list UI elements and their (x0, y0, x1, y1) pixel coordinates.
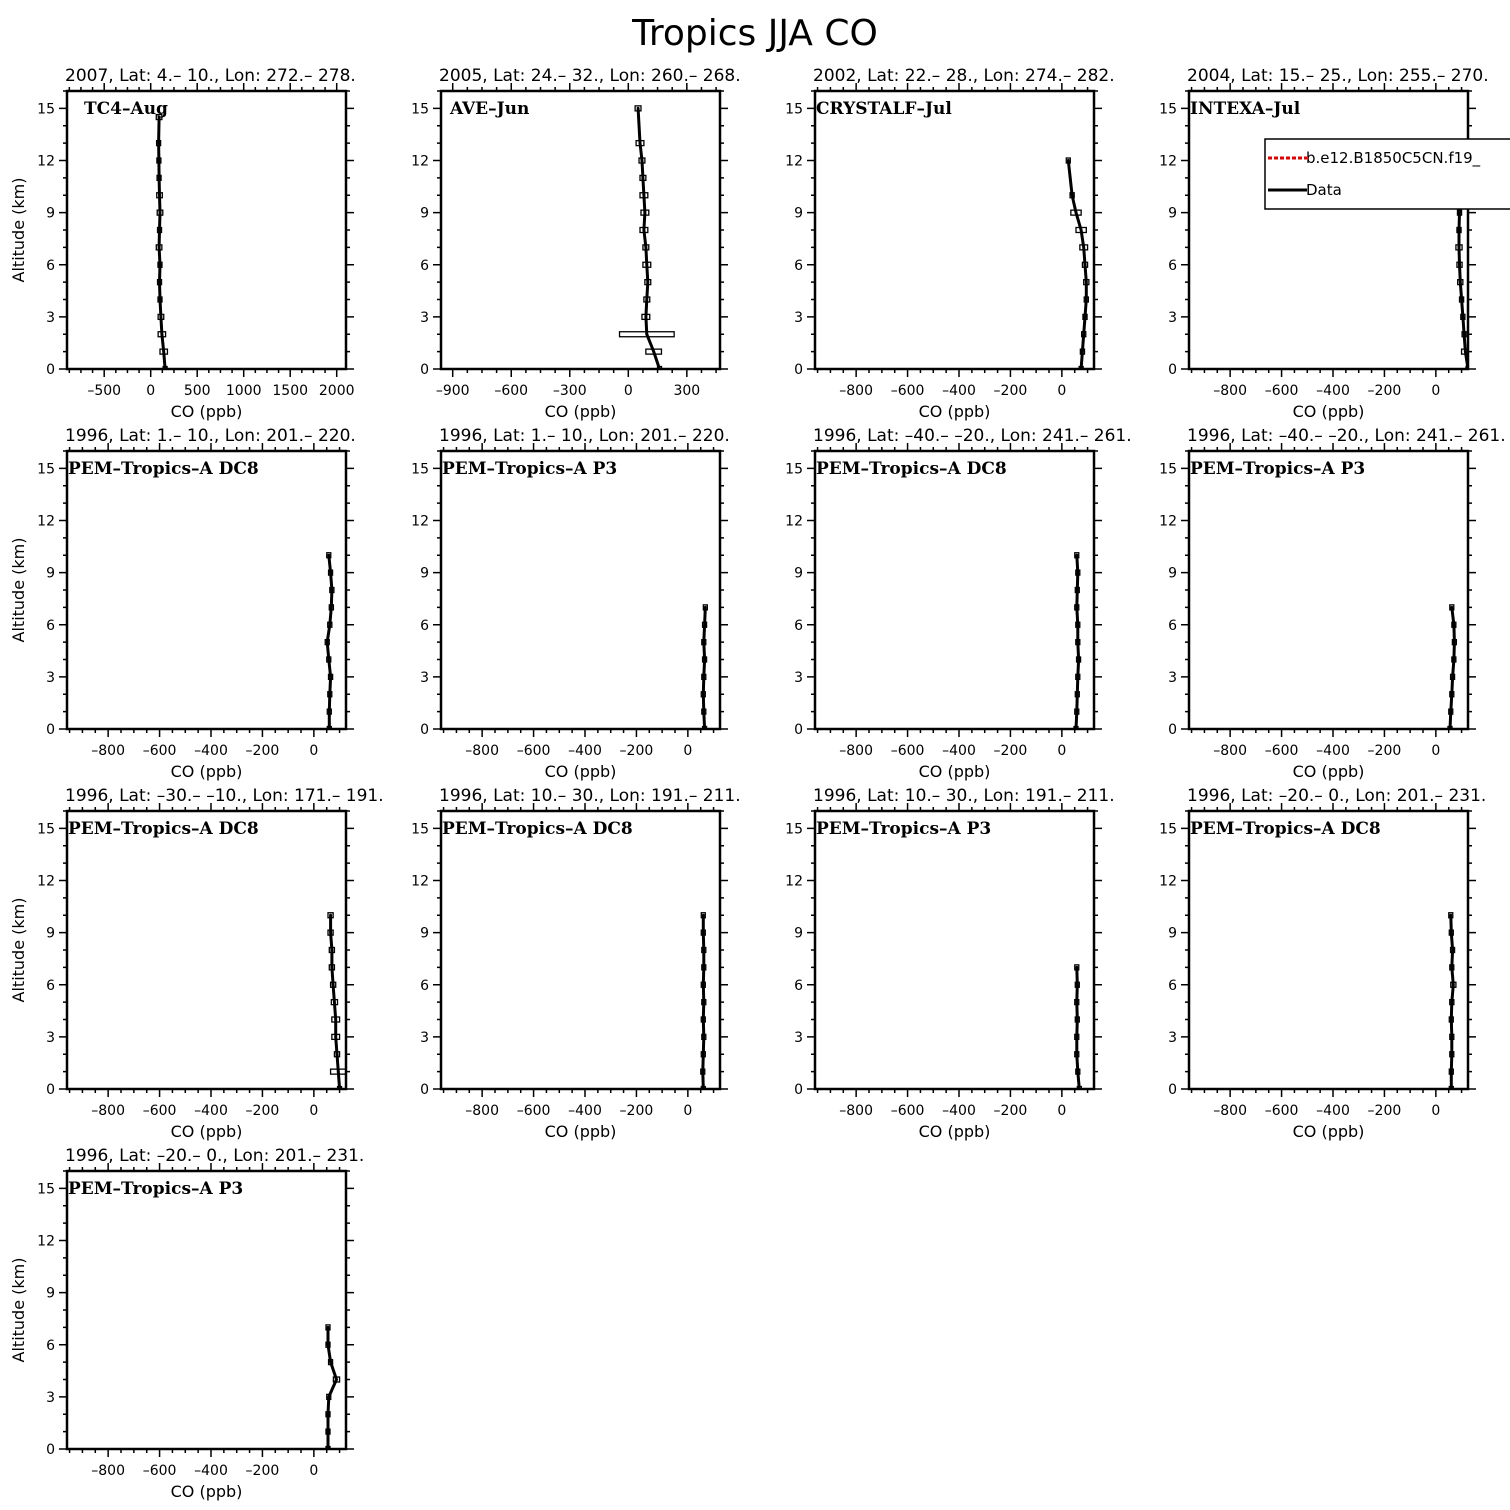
y-axis-label: Altitude (km) (9, 537, 28, 643)
x-tick-label: –300 (552, 383, 587, 399)
y-tick-label: 6 (46, 617, 55, 634)
x-axis-label: CO (ppb) (918, 402, 991, 421)
y-tick-label: 0 (1168, 722, 1177, 738)
x-tick-label: –400 (1316, 1103, 1350, 1119)
x-tick-label: –800 (91, 1103, 126, 1119)
legend-entry-label: b.e12.B1850C5CN.f19_ (1306, 149, 1481, 167)
x-tick-label: 0 (1431, 383, 1441, 399)
campaign-label: TC4–Aug (84, 99, 168, 119)
x-tick-label: –200 (245, 743, 280, 759)
y-tick-label: 12 (1159, 153, 1177, 170)
x-tick-label: –600 (1264, 743, 1299, 759)
x-tick-label: –200 (619, 1103, 654, 1119)
chart-panel (9, 66, 356, 421)
y-tick-label: 15 (37, 101, 55, 118)
y-tick-label: 6 (1168, 617, 1177, 634)
y-tick-label: 12 (411, 873, 429, 890)
x-tick-label: –200 (993, 743, 1028, 759)
x-axis-label: CO (ppb) (918, 762, 991, 781)
y-tick-label: 9 (420, 565, 429, 582)
y-axis-label: Altitude (km) (9, 897, 28, 1003)
y-tick-label: 6 (1168, 257, 1177, 274)
y-tick-label: 12 (37, 513, 55, 530)
campaign-label: PEM–Tropics–A P3 (68, 1179, 244, 1199)
x-tick-label: 2000 (318, 383, 355, 399)
y-tick-label: 12 (1159, 513, 1177, 530)
campaign-label: AVE–Jun (450, 99, 530, 119)
data-series-line (703, 607, 705, 729)
campaign-label: PEM–Tropics–A DC8 (1190, 819, 1381, 839)
y-tick-label: 9 (794, 205, 803, 222)
y-axis-label: Altitude (km) (9, 1257, 28, 1363)
y-tick-label: 6 (794, 977, 803, 994)
x-tick-label: –600 (1264, 1103, 1299, 1119)
y-tick-label: 6 (794, 617, 803, 634)
campaign-label: CRYSTALF–Jul (816, 99, 952, 119)
plot-frame (441, 811, 720, 1089)
x-tick-label: –200 (245, 1103, 280, 1119)
data-series-line (328, 1327, 337, 1449)
x-tick-label: –600 (516, 1103, 551, 1119)
x-tick-label: 500 (183, 383, 211, 399)
plot-area (326, 1325, 340, 1452)
x-axis-label: CO (ppb) (1292, 402, 1365, 421)
x-tick-label: –600 (494, 383, 529, 399)
x-tick-label: –200 (1367, 383, 1402, 399)
y-tick-label: 15 (785, 101, 803, 118)
y-tick-label: 9 (1168, 925, 1177, 942)
x-tick-label: –800 (839, 743, 874, 759)
chart-panel (1159, 426, 1505, 781)
y-tick-label: 3 (794, 1029, 803, 1046)
y-tick-label: 9 (46, 925, 55, 942)
y-tick-label: 9 (46, 1285, 55, 1302)
x-axis-label: CO (ppb) (918, 1122, 991, 1141)
x-tick-label: 0 (309, 743, 319, 759)
x-tick-label: 300 (673, 383, 701, 399)
x-tick-label: 0 (309, 1463, 319, 1479)
y-tick-label: 9 (794, 565, 803, 582)
x-tick-label: –200 (245, 1463, 280, 1479)
y-tick-label: 0 (46, 1082, 55, 1098)
chart-panel (1159, 786, 1486, 1141)
x-tick-label: 1500 (272, 383, 309, 399)
chart-panel (785, 786, 1114, 1141)
x-tick-label: 0 (309, 1103, 319, 1119)
y-tick-label: 0 (420, 722, 429, 738)
x-tick-label: –600 (1264, 383, 1299, 399)
y-tick-label: 6 (46, 977, 55, 994)
x-tick-label: 0 (146, 383, 156, 399)
y-tick-label: 12 (37, 1233, 55, 1250)
panel-title: 1996, Lat: 1.– 10., Lon: 201.– 220. (439, 426, 730, 446)
plot-area (1066, 158, 1089, 372)
x-tick-label: –500 (87, 383, 122, 399)
y-tick-label: 0 (794, 362, 803, 378)
plot-area (1449, 913, 1456, 1092)
y-tick-label: 3 (46, 1029, 55, 1046)
x-tick-label: –800 (839, 383, 874, 399)
y-tick-label: 0 (46, 362, 55, 378)
plot-area (1448, 605, 1456, 732)
chart-panel (411, 426, 730, 781)
y-tick-label: 9 (1168, 205, 1177, 222)
y-tick-label: 3 (46, 309, 55, 326)
y-tick-label: 12 (37, 873, 55, 890)
x-tick-label: –400 (194, 743, 228, 759)
chart-panel (785, 426, 1131, 781)
x-tick-label: –800 (1213, 1103, 1248, 1119)
x-tick-label: 0 (1431, 743, 1441, 759)
panel-title: 1996, Lat: –40.– –20., Lon: 241.– 261. (813, 426, 1132, 446)
chart-panel (1159, 66, 1510, 421)
x-tick-label: –900 (435, 383, 470, 399)
x-tick-label: 0 (683, 1103, 693, 1119)
x-tick-label: –800 (839, 1103, 874, 1119)
plot-area (1075, 965, 1082, 1092)
y-tick-label: 6 (1168, 977, 1177, 994)
chart-panel (785, 66, 1114, 421)
y-tick-label: 0 (46, 722, 55, 738)
x-tick-label: –400 (194, 1463, 228, 1479)
plot-area (701, 605, 707, 732)
plot-area (1074, 553, 1081, 732)
campaign-label: PEM–Tropics–A DC8 (442, 819, 633, 839)
y-tick-label: 9 (1168, 565, 1177, 582)
legend (1265, 139, 1510, 209)
panel-title: 2002, Lat: 22.– 28., Lon: 274.– 282. (813, 66, 1115, 86)
plot-frame (67, 1171, 346, 1449)
x-tick-label: 0 (1057, 743, 1067, 759)
x-tick-label: –400 (942, 1103, 976, 1119)
figure-title: Tropics JJA CO (632, 13, 878, 54)
panel-title: 1996, Lat: –20.– 0., Lon: 201.– 231. (65, 1146, 365, 1166)
plot-area (325, 553, 334, 732)
plot-frame (441, 91, 720, 369)
panel-title: 2004, Lat: 15.– 25., Lon: 255.– 270. (1187, 66, 1489, 86)
x-tick-label: –600 (890, 383, 925, 399)
y-tick-label: 0 (420, 1082, 429, 1098)
legend-entry-label: Data (1306, 181, 1342, 199)
y-tick-label: 9 (46, 565, 55, 582)
y-tick-label: 12 (37, 153, 55, 170)
campaign-label: PEM–Tropics–A DC8 (68, 819, 259, 839)
x-tick-label: 1000 (225, 383, 262, 399)
plot-frame (815, 451, 1094, 729)
y-tick-label: 6 (46, 1337, 55, 1354)
panel-title: 1996, Lat: –20.– 0., Lon: 201.– 231. (1187, 786, 1487, 806)
campaign-label: PEM–Tropics–A P3 (1190, 459, 1366, 479)
y-tick-label: 12 (411, 513, 429, 530)
plot-area (701, 913, 706, 1092)
campaign-label: PEM–Tropics–A P3 (816, 819, 992, 839)
panel-title: 2005, Lat: 24.– 32., Lon: 260.– 268. (439, 66, 741, 86)
y-tick-label: 12 (411, 153, 429, 170)
x-tick-label: –800 (465, 743, 500, 759)
y-tick-label: 3 (1168, 669, 1177, 686)
x-tick-label: 0 (623, 383, 633, 399)
y-tick-label: 15 (1159, 101, 1177, 118)
x-tick-label: –400 (1316, 383, 1350, 399)
panel-title: 1996, Lat: –40.– –20., Lon: 241.– 261. (1187, 426, 1506, 446)
plot-frame (67, 451, 346, 729)
y-tick-label: 6 (46, 257, 55, 274)
plot-frame (1189, 811, 1468, 1089)
x-tick-label: 0 (1057, 383, 1067, 399)
x-tick-label: –400 (568, 743, 602, 759)
plot-frame (67, 91, 346, 369)
panel-title: 1996, Lat: 1.– 10., Lon: 201.– 220. (65, 426, 356, 446)
y-tick-label: 3 (1168, 309, 1177, 326)
x-tick-label: –800 (91, 1463, 126, 1479)
chart-panel (411, 66, 740, 421)
y-tick-label: 15 (37, 461, 55, 478)
y-tick-label: 0 (420, 362, 429, 378)
y-tick-label: 0 (46, 1442, 55, 1458)
y-tick-label: 9 (794, 925, 803, 942)
panel-title: 2007, Lat: 4.– 10., Lon: 272.– 278. (65, 66, 356, 86)
x-tick-label: –800 (91, 743, 126, 759)
x-tick-label: –600 (142, 1463, 177, 1479)
panel-grid (9, 66, 1510, 1501)
x-axis-label: CO (ppb) (170, 762, 243, 781)
y-tick-label: 0 (794, 1082, 803, 1098)
x-tick-label: –200 (993, 383, 1028, 399)
plot-frame (67, 811, 346, 1089)
x-axis-label: CO (ppb) (1292, 762, 1365, 781)
x-tick-label: –600 (142, 743, 177, 759)
y-tick-label: 15 (37, 821, 55, 838)
y-tick-label: 3 (1168, 1029, 1177, 1046)
x-tick-label: –600 (890, 1103, 925, 1119)
y-tick-label: 15 (411, 101, 429, 118)
y-axis-label: Altitude (km) (9, 177, 28, 283)
plot-frame (441, 451, 720, 729)
y-tick-label: 9 (46, 205, 55, 222)
y-tick-label: 15 (37, 1181, 55, 1198)
y-tick-label: 6 (794, 257, 803, 274)
x-axis-label: CO (ppb) (1292, 1122, 1365, 1141)
x-tick-label: –600 (142, 1103, 177, 1119)
x-tick-label: 0 (1431, 1103, 1441, 1119)
data-series-line (1068, 161, 1086, 370)
panel-title: 1996, Lat: –30.– –10., Lon: 171.– 191. (65, 786, 384, 806)
y-tick-label: 3 (46, 1389, 55, 1406)
x-axis-label: CO (ppb) (170, 1122, 243, 1141)
x-tick-label: –400 (194, 1103, 228, 1119)
panel-title: 1996, Lat: 10.– 30., Lon: 191.– 211. (439, 786, 741, 806)
y-tick-label: 15 (411, 461, 429, 478)
plot-area (620, 106, 675, 372)
chart-panel (9, 426, 356, 781)
y-tick-label: 6 (420, 617, 429, 634)
y-tick-label: 12 (785, 873, 803, 890)
plot-frame (815, 91, 1094, 369)
y-tick-label: 3 (46, 669, 55, 686)
x-tick-label: –400 (1316, 743, 1350, 759)
panel-title: 1996, Lat: 10.– 30., Lon: 191.– 211. (813, 786, 1115, 806)
x-tick-label: –400 (568, 1103, 602, 1119)
x-tick-label: 0 (683, 743, 693, 759)
campaign-label: PEM–Tropics–A DC8 (816, 459, 1007, 479)
y-tick-label: 15 (1159, 821, 1177, 838)
y-tick-label: 3 (420, 1029, 429, 1046)
x-axis-label: CO (ppb) (544, 402, 617, 421)
x-tick-label: –400 (942, 383, 976, 399)
x-tick-label: –600 (516, 743, 551, 759)
plot-frame (1189, 91, 1468, 369)
x-tick-label: –200 (1367, 1103, 1402, 1119)
x-axis-label: CO (ppb) (170, 402, 243, 421)
x-tick-label: –200 (619, 743, 654, 759)
x-tick-label: –800 (1213, 743, 1248, 759)
x-tick-label: –200 (993, 1103, 1028, 1119)
x-axis-label: CO (ppb) (544, 1122, 617, 1141)
x-tick-label: –400 (942, 743, 976, 759)
y-tick-label: 15 (785, 461, 803, 478)
y-tick-label: 15 (411, 821, 429, 838)
y-tick-label: 6 (420, 977, 429, 994)
plot-frame (815, 811, 1094, 1089)
plot-area (156, 115, 167, 372)
chart-panel (9, 1146, 364, 1501)
y-tick-label: 15 (1159, 461, 1177, 478)
data-series-line (703, 915, 704, 1089)
y-tick-label: 9 (420, 205, 429, 222)
x-tick-label: 0 (1057, 1103, 1067, 1119)
x-tick-label: –600 (890, 743, 925, 759)
y-tick-label: 3 (420, 309, 429, 326)
chart-panel (411, 786, 740, 1141)
y-tick-label: 3 (794, 309, 803, 326)
y-tick-label: 6 (420, 257, 429, 274)
campaign-label: PEM–Tropics–A DC8 (68, 459, 259, 479)
x-tick-label: –200 (1367, 743, 1402, 759)
campaign-label: PEM–Tropics–A P3 (442, 459, 618, 479)
x-axis-label: CO (ppb) (170, 1482, 243, 1501)
y-tick-label: 12 (1159, 873, 1177, 890)
plot-area (328, 913, 346, 1092)
y-tick-label: 0 (1168, 1082, 1177, 1098)
data-series-line (638, 108, 659, 369)
x-axis-label: CO (ppb) (544, 762, 617, 781)
campaign-label: INTEXA–Jul (1190, 99, 1301, 119)
y-tick-label: 0 (794, 722, 803, 738)
y-tick-label: 15 (785, 821, 803, 838)
plot-frame (1189, 451, 1468, 729)
y-tick-label: 3 (420, 669, 429, 686)
x-tick-label: –800 (465, 1103, 500, 1119)
y-tick-label: 12 (785, 153, 803, 170)
data-series-line (1076, 555, 1079, 729)
data-series-line (1451, 915, 1454, 1089)
chart-panel (9, 786, 384, 1141)
y-tick-label: 12 (785, 513, 803, 530)
y-tick-label: 0 (1168, 362, 1177, 378)
y-tick-label: 3 (794, 669, 803, 686)
y-tick-label: 9 (420, 925, 429, 942)
x-tick-label: –800 (1213, 383, 1248, 399)
